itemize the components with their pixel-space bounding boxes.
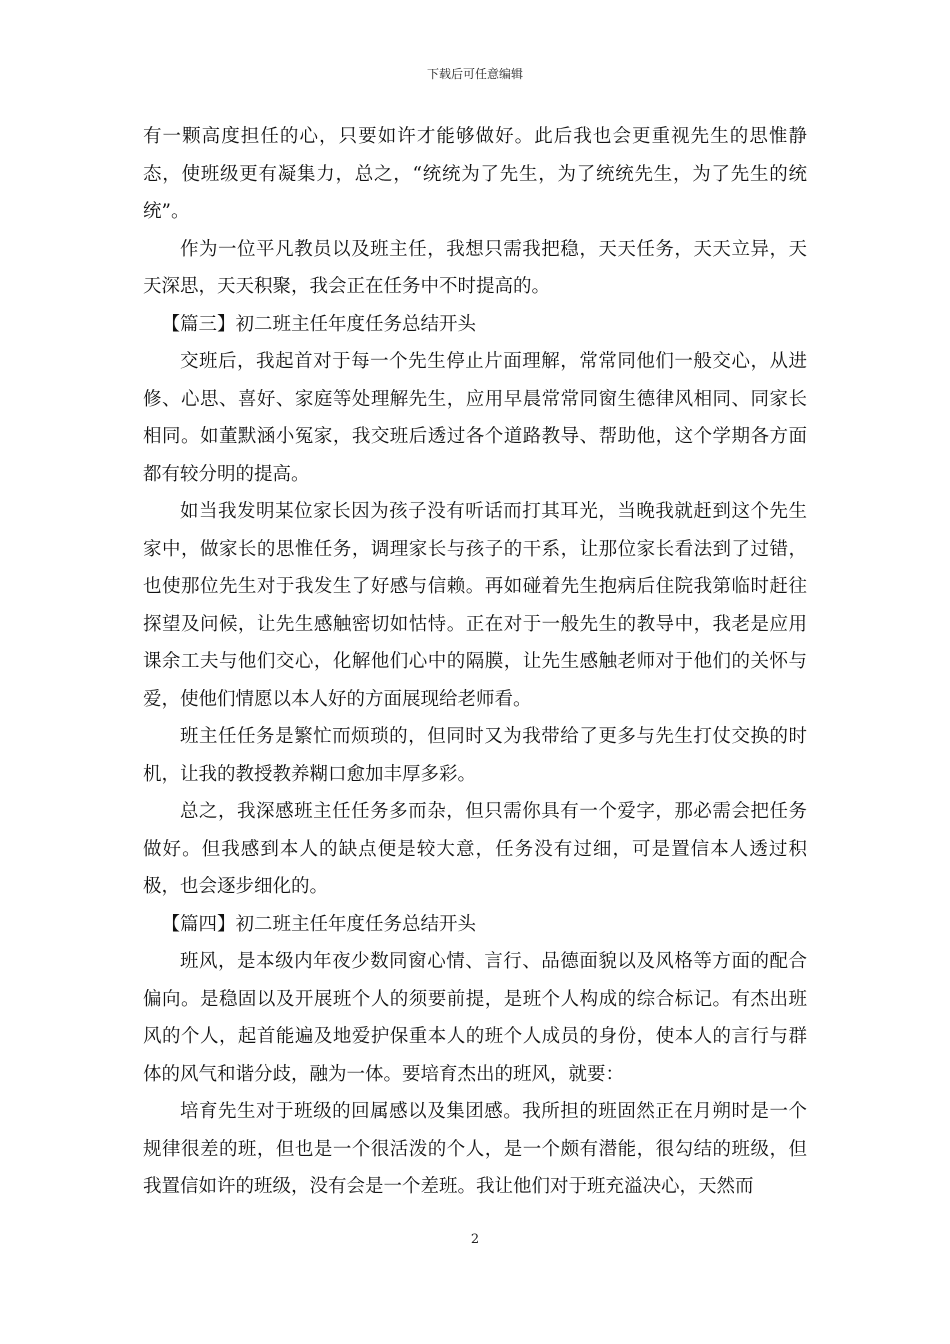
section-heading-part-three: 【篇三】初二班主任年度任务总结开头 [161,313,477,335]
paragraph: 交班后，我起首对于每一个先生停止片面理解，常常同他们一般交心，从进修、心思、喜好、家庭等处理解先生，应用早晨常常同窗生德律风相同、同家长相同。如董默涵小冤家，我交班后透过各个道路教导、帮助他，这个学期各方面都有较分明的提高。 [143,351,807,485]
paragraph: 如当我发明某位家长因为孩子没有听话而打其耳光，当晚我就赶到这个先生家中，做家长的思惟任务，调理家长与孩子的干系，让那位家长看法到了过错，也使那位先生对于我发生了好感与信赖。再如碰着先生抱病后住院我第临时赶往探望及问候，让先生感触密切如怙恃。正在对于一般先生的教导中，我老是应用课余工夫与他们交心，化解他们心中的隔膜，让先生感触老师对于他们的关怀与爱，使他们情愿以本人好的方面展现给老师看。 [143,501,807,710]
paragraph: 培育先生对于班级的回属感以及集团感。我所担的班固然正在月朔时是一个规律很差的班，但也是一个很活泼的个人，是一个颇有潜能，很勾结的班级，但我置信如许的班级，没有会是一个差班。我让他们对于班充溢决心，天然而 [143,1101,807,1197]
paragraph: 作为一位平凡教员以及班主任，我想只需我把稳，天天任务，天天立异，天天深思，天天积聚，我会正在任务中不时提高的。 [143,238,807,297]
page-header: 下载后可任意编辑 [426,67,523,81]
paragraph: 班主任任务是繁忙而烦琐的，但同时又为我带给了更多与先生打仗交换的时机，让我的教授教养糊口愈加丰厚多彩。 [143,726,807,785]
section-heading-part-four: 【篇四】初二班主任年度任务总结开头 [161,913,477,935]
paragraph: 总之，我深感班主任任务多而杂，但只需你具有一个爱字，那必需会把任务做好。但我感到本人的缺点便是较大意，任务没有过细，可是置信本人透过积极，也会逐步细化的。 [143,801,807,897]
paragraph: 班风，是本级内年夜少数同窗心情、言行、品德面貌以及风格等方面的配合偏向。是稳固以及开展班个人的须要前提，是班个人构成的综合标记。有杰出班风的个人，起首能遍及地爱护保重本人的班个人成员的身份，使本人的言行与群体的风气和谐分歧，融为一体。要培育杰出的班风，就要： [143,951,807,1085]
paragraph-continuation: 有一颗高度担任的心，只要如许才能够做好。此后我也会更重视先生的思惟静态，使班级更有凝集力，总之，“统统为了先生，为了统统先生，为了先生的统统”。 [143,126,807,222]
document-body [143,118,807,1206]
page-number: 2 [470,1232,480,1247]
